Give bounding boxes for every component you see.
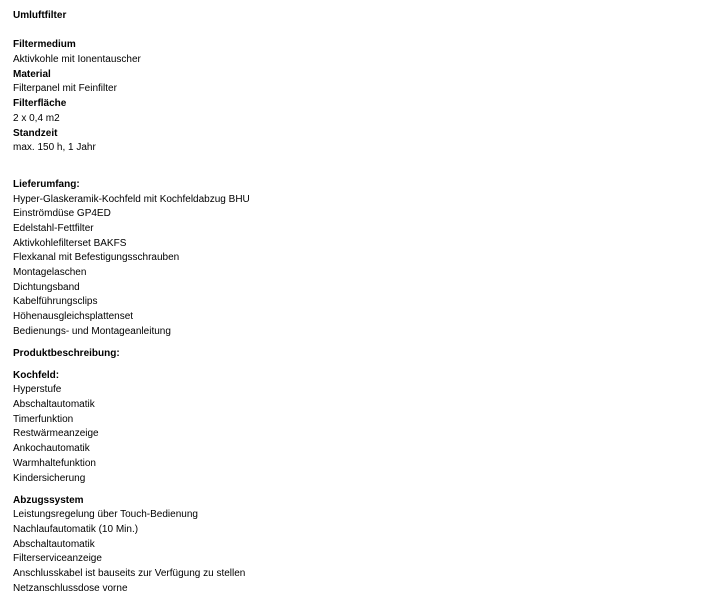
list-item: Flexkanal mit Befestigungsschrauben [13,252,180,264]
list-item: Netzanschlussdose vorne [13,582,128,594]
produktbeschreibung-heading: Produktbeschreibung: [13,347,120,359]
spec-value-standzeit: max. 150 h, 1 Jahr [13,142,96,154]
list-item: Montagelaschen [13,267,87,278]
list-item: Dichtungsband [13,281,80,293]
spacer [13,361,693,368]
spec-label-material: Material [13,68,51,80]
list-item: Abschaltautomatik [13,538,95,550]
list-item: Hyperstufe [13,384,62,396]
list-item: Ankochautomatik [13,443,90,455]
list-item: Restwärmeanzeige [13,428,99,440]
list-item: Warmhaltefunktion [13,457,96,469]
umluftfilter-specs [13,38,693,156]
umluftfilter-title: Umluftfilter [13,10,67,21]
spec-label-standzeit: Standzeit [13,127,58,139]
kochfeld-list [13,383,693,486]
lieferumfang-list [13,193,693,340]
spacer [13,339,693,346]
list-item: Edelstahl-Fettfilter [13,222,94,234]
list-item: Hyper-Glaskeramik-Kochfeld mit Kochfeldabzug BHU [13,193,250,205]
kochfeld-heading: Kochfeld: [13,369,60,381]
list-item: Kabelführungsclips [13,296,98,308]
list-item: Nachlaufautomatik (10 Min.) [13,523,139,535]
spacer [13,156,693,178]
spec-value-filtermedium: Aktivkohle mit Ionentauscher [13,54,141,66]
list-item: Einströmdüse GP4ED [13,208,111,220]
list-item: Abschaltautomatik [13,399,95,411]
list-item: Leistungsregelung über Touch-Bedienung [13,509,198,521]
spec-label-filterflaeche: Filterfläche [13,98,67,110]
lieferumfang-heading: Lieferumfang: [13,178,80,190]
list-item: Timerfunktion [13,413,74,425]
spec-value-material: Filterpanel mit Feinfilter [13,83,117,95]
list-item: Höhenausgleichsplattenset [13,311,134,323]
list-item: Kindersicherung [13,472,86,484]
spec-label-filtermedium: Filtermedium [13,39,76,51]
list-item: Anschlusskabel ist bauseits zur Verfügung zu stellen [13,567,246,579]
spacer [13,24,693,39]
abzugssystem-heading: Abzugssystem [13,494,84,506]
spec-value-filterflaeche: 2 x 0,4 m2 [13,112,60,124]
list-item: Aktivkohlefilterset BAKFS [13,237,127,249]
spacer [13,486,693,493]
list-item: Bedienungs- und Montageanleitung [13,325,171,337]
list-item: Filterserviceanzeige [13,553,102,565]
document-body [13,9,693,596]
abzugssystem-list [13,508,693,596]
